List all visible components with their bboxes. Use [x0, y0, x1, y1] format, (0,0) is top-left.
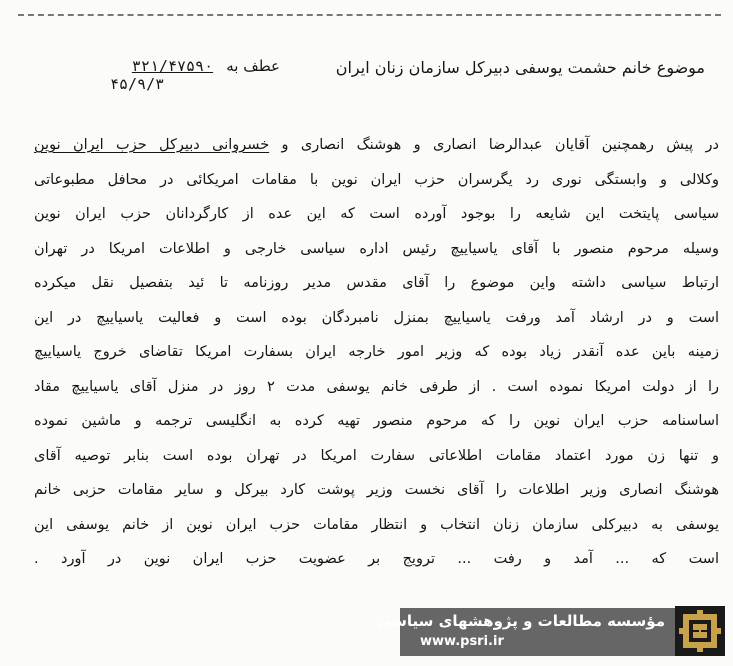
reference-label: عطف به [226, 57, 280, 75]
watermark-banner [376, 608, 675, 656]
body-line-4: وسیله مرحوم منصور با آقای یاسیاییچ رئیس اداره سیاسی خارجی و اطلاعات امریکا در تهران [34, 240, 719, 257]
body-line-5: ارتباط سیاسی داشته واین موضوع را آقای مقدس مدیر روزنامه تا ئید بتفصیل نقل میکرده [34, 275, 719, 291]
body-line-11: هوشنگ انصاری وزیر اطلاعات را آقای نخست وزیر پوشت کارد بیرکل و سایر مقامات حزبی خانم [34, 482, 719, 498]
body-line-3: سیاسی پایتخت این شایعه را بوجود آورده است که این عده از کارگردانان حزب ایران نوین [34, 206, 719, 222]
document-body [34, 128, 719, 577]
reference-number: ۳۲۱/۴۷۵۹۰ [131, 57, 214, 75]
body-line-13: است که ... آمد و رفت ... ترویج بر عضویت حزب ایران نوین در آورد . [34, 551, 719, 567]
body-line-8: را از دولت امریکا نموده است . از طرفی خانم یوسفی مدت ۲ روز در منزل آقای یاسیاییچ مقاد [34, 378, 719, 395]
body-line-10: و تنها زن مورد اعتماد مقامات اطلاعاتی سفارت امریکا در تهران بوده است بنابر توصیه آقای [34, 447, 719, 464]
watermark-url: www.psri.ir [420, 634, 504, 649]
watermark-institute: مؤسسه مطالعات و پژوهشهای سیاسی [376, 612, 665, 630]
reference-block [40, 56, 280, 93]
subject-line: موضوع خانم حشمت یوسفی دبیرکل سازمان زنان ایران [335, 58, 705, 77]
reference-date: ۴۵/۹/۳ [110, 75, 165, 93]
underlined-phrase: خسروانی دبیرکل حزب ایران نوین [34, 137, 270, 153]
body-line-12: یوسفی به دبیرکلی سازمان زنان انتخاب و انتظار مقامات حزب ایران نوین از خانم یوسفی این [34, 516, 719, 533]
body-line-2: وکلالی و وابستگی نوری رد یگرسران حزب ایران نوین با مقامات امریکائی در محافل مطبوعاتی [34, 171, 719, 188]
body-line-1: در پیش رهمچنین آقایان عبدالرضا انصاری و هوشنگ انصاری و خسروانی دبیرکل حزب ایران نوین [34, 137, 719, 153]
reference-line [40, 56, 280, 75]
body-line-6: است و در ارشاد آمد ورفت یاسیاییچ بمنزل نامبردگان بوده است و فعالیت یاسیاییچ در این [34, 309, 719, 326]
body-line-7: زمینه باین عده آنقدر زیاد بوده که وزیر امور خارجه ایران بسفارت امریکا تقاضای خروج یاسیاییچ [34, 344, 719, 360]
institute-logo-icon [675, 606, 725, 656]
top-dashed-border [18, 14, 721, 16]
body-line-9: اساسنامه حزب ایران نوین را که مرحوم منصور تهیه کرده به انگلیسی ترجمه و ماشین نموده [34, 413, 719, 429]
